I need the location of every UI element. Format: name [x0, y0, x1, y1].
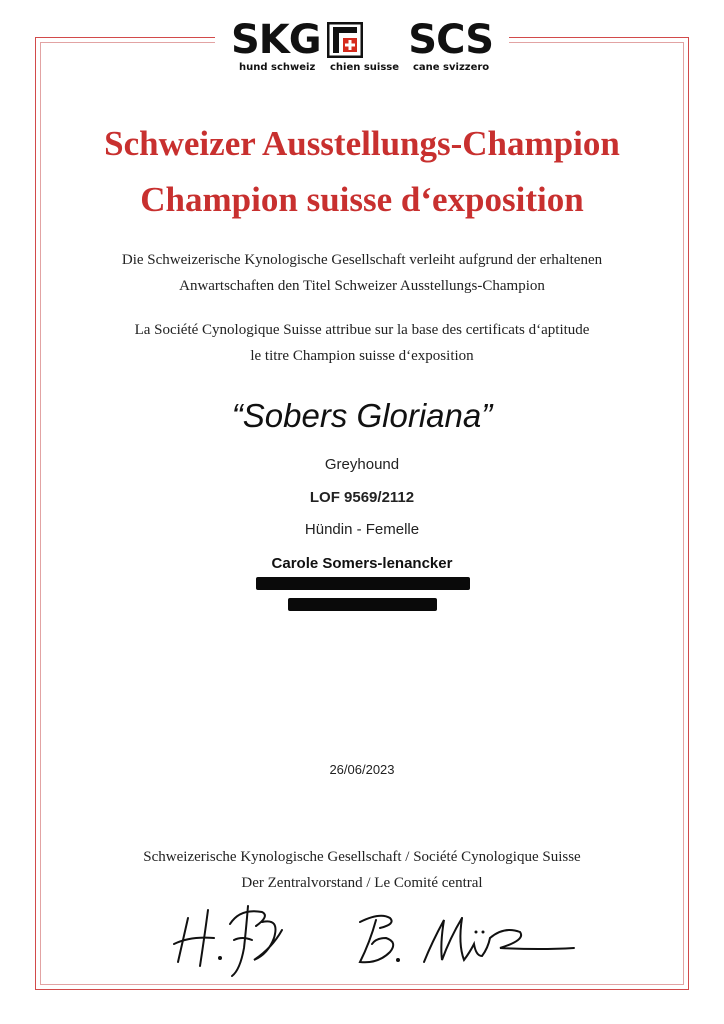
logo-sub-fr: chien suisse: [330, 62, 400, 73]
signature-1: [170, 900, 305, 980]
dog-name: “Sobers Gloriana”: [231, 397, 493, 434]
redacted-address-line1: [256, 577, 470, 590]
dog-sex: Hündin - Femelle: [304, 521, 420, 538]
paragraph-french: [60, 317, 664, 369]
paragraph-german: [60, 247, 664, 299]
footer-organization: Schweizerische Kynologische Gesellschaft / Société Cynologique Suisse: [143, 849, 581, 865]
paragraph-german-line2: Anwartschaften den Titel Schweizer Ausstellungs-Champion: [179, 278, 545, 294]
logo-text-skg: SKG: [231, 17, 321, 63]
paragraph-german-line1: Die Schweizerische Kynologische Gesellschaft verleiht aufgrund der erhaltenen: [121, 252, 603, 268]
signature-2: [350, 908, 580, 970]
redacted-address-line2: [288, 598, 437, 611]
swiss-dog-emblem-icon: [327, 22, 363, 58]
award-date: 26/06/2023: [329, 762, 395, 777]
footer-committee: Der Zentralvorstand / Le Comité central: [241, 875, 483, 891]
title-german: Schweizer Ausstellungs-Champion: [104, 124, 620, 163]
dog-breed: Greyhound: [324, 456, 400, 473]
logo-sub-it: cane svizzero: [413, 62, 490, 73]
logo-sub-de: hund schweiz: [239, 62, 316, 73]
paragraph-french-line1: La Société Cynologique Suisse attribue sur la base des certificats d‘aptitude: [134, 322, 590, 338]
title-french: Champion suisse d‘exposition: [140, 180, 584, 219]
registration-number: LOF 9569/2112: [309, 489, 415, 506]
skg-scs-logo: [215, 18, 509, 80]
logo-text-scs: SCS: [408, 17, 493, 63]
paragraph-french-line2: le titre Champion suisse d‘exposition: [250, 348, 474, 364]
owner-name: Carole Somers-lenancker: [271, 555, 453, 572]
